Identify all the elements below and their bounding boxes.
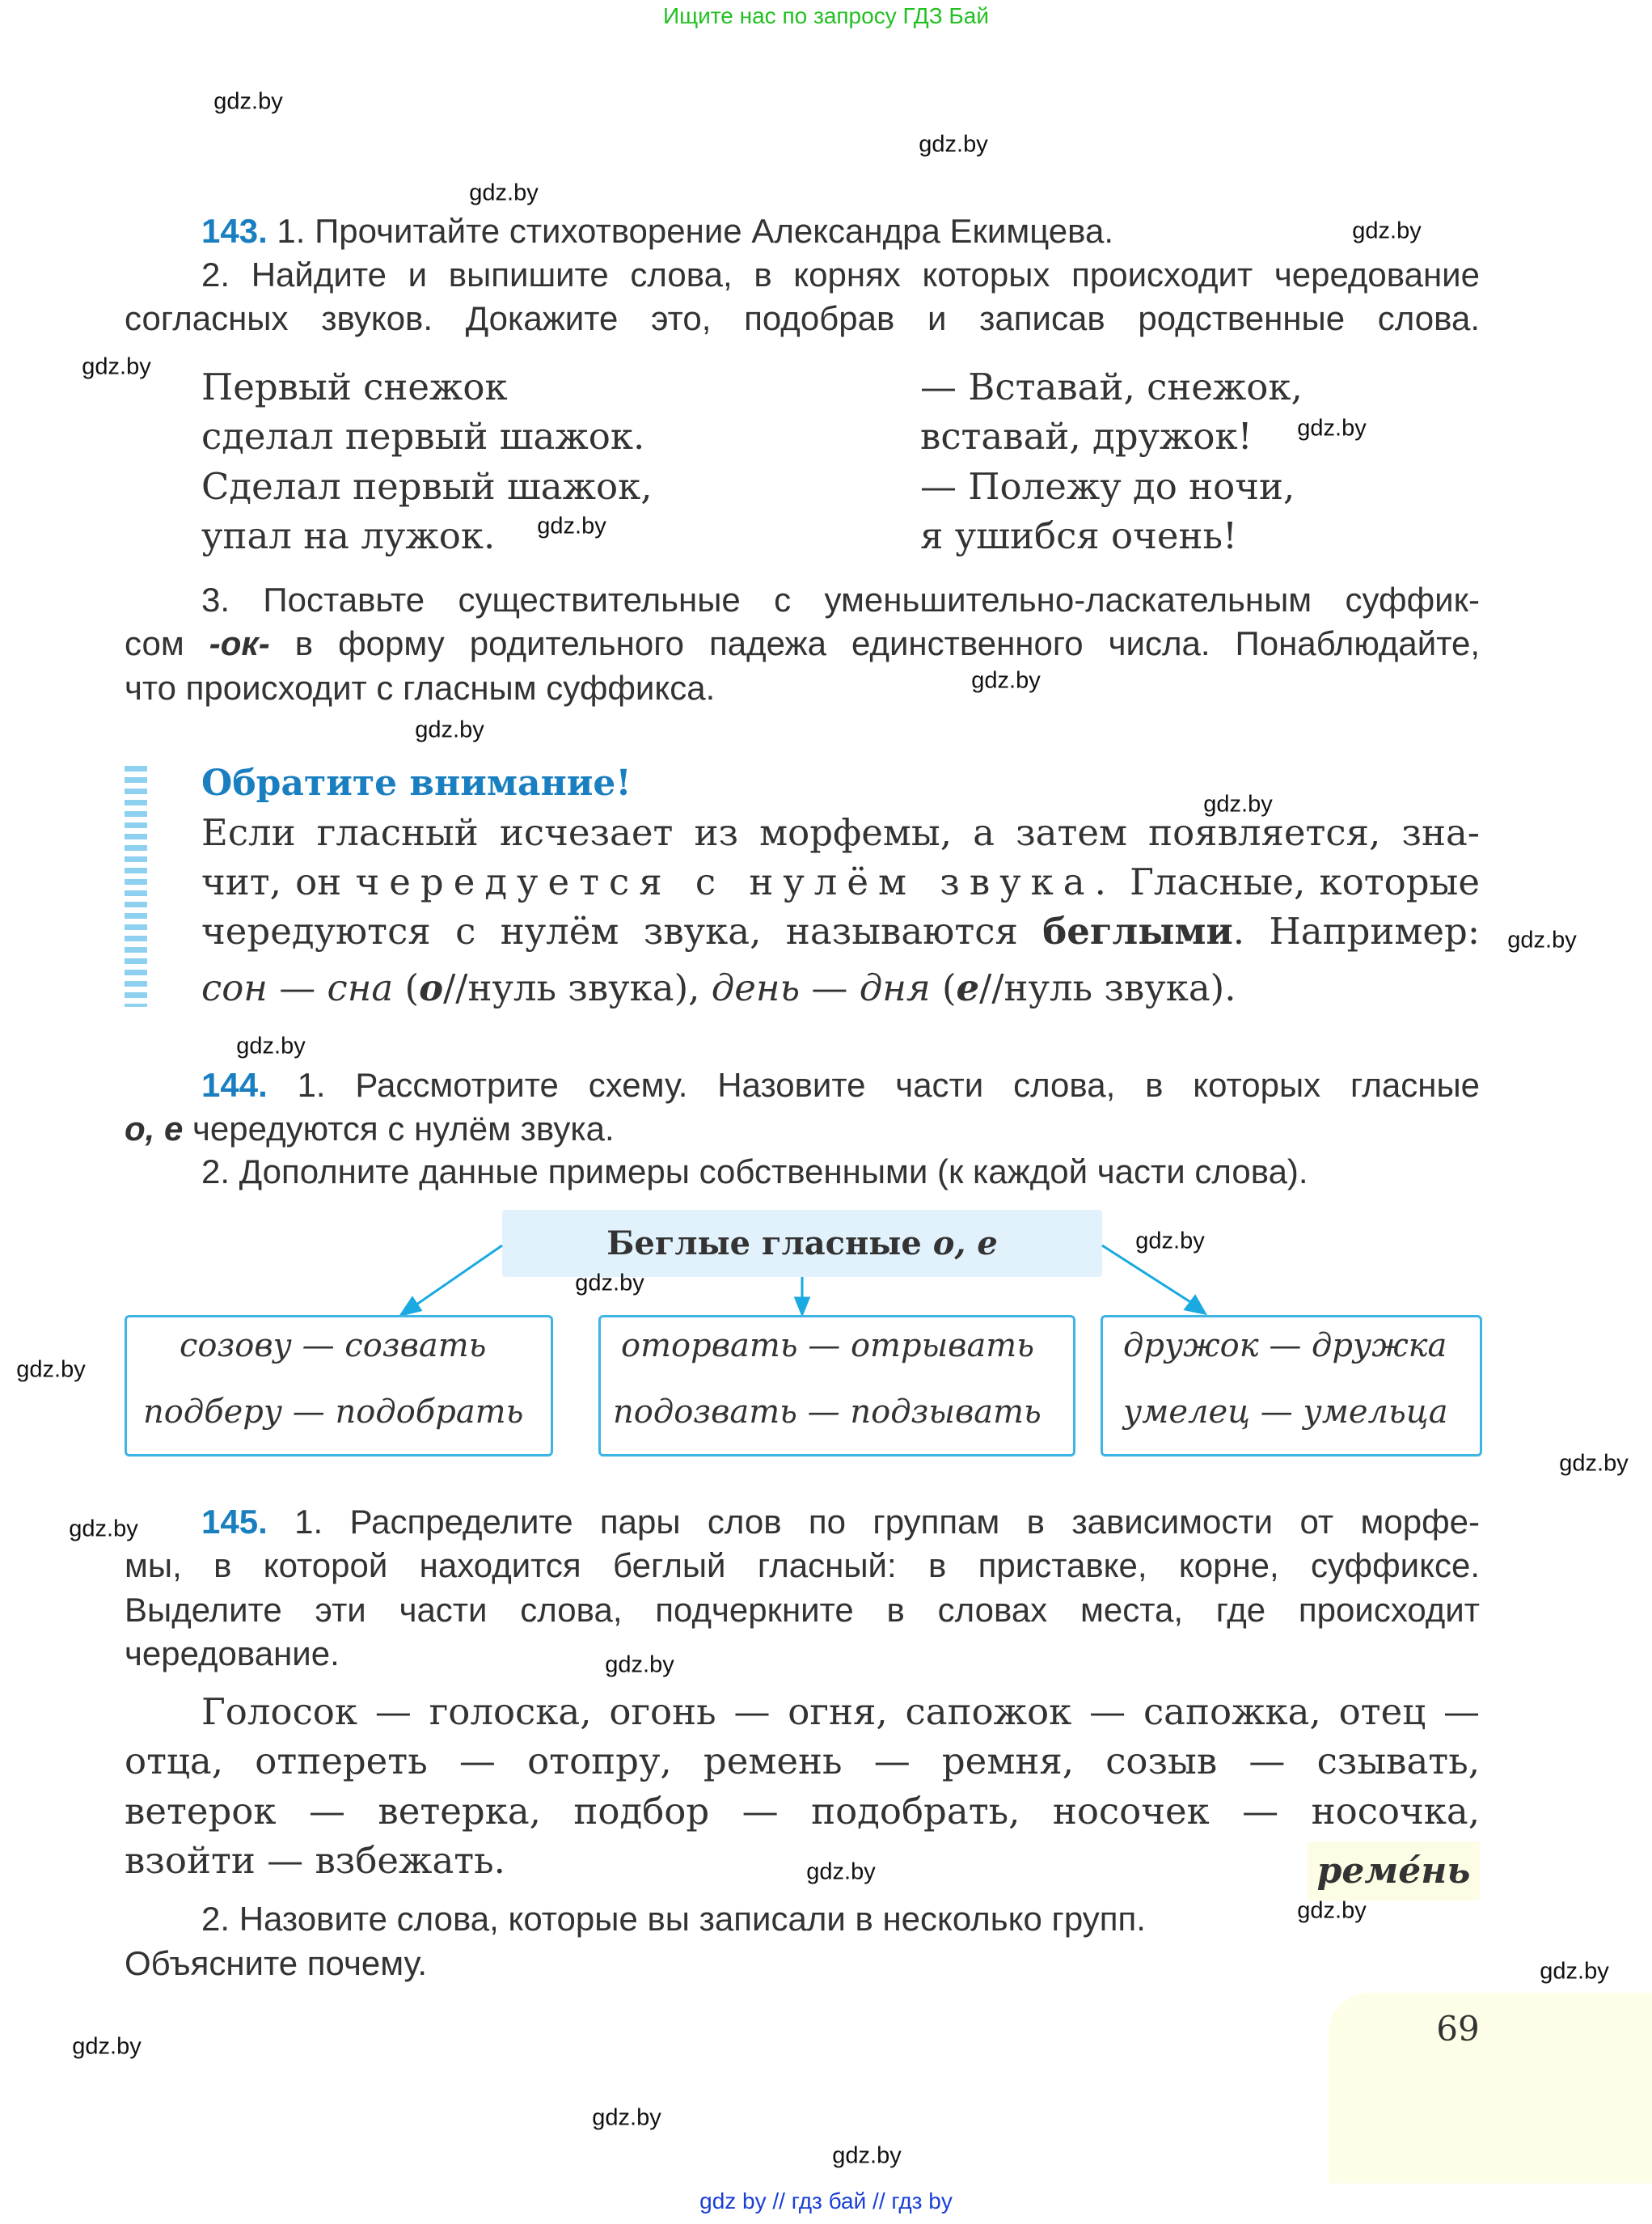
schema-box-suffix xyxy=(1101,1315,1482,1457)
ex145-line4: чередование. xyxy=(125,1634,340,1672)
text: в форму родительного падежа единственного числа. Понаблюдайте, xyxy=(294,624,1481,662)
poem-right-2: вставай, дружок! xyxy=(920,415,1253,458)
watermark: gdz.by xyxy=(806,1858,876,1885)
watermark: gdz.by xyxy=(1203,791,1273,818)
ex143-task3-line3: что происходит с гласным суффикса. xyxy=(125,669,716,707)
watermark: gdz.by xyxy=(575,1270,644,1296)
arrow-left xyxy=(408,1245,502,1310)
words-line3: ветерок — ветерка, подбор — подобрать, носочек — носочка, xyxy=(125,1790,1480,1833)
watermark: gdz.by xyxy=(16,1356,86,1383)
arrow-left-head xyxy=(401,1298,420,1315)
watermark: gdz.by xyxy=(213,88,283,115)
example-word: день xyxy=(711,966,801,1009)
watermark: gdz.by xyxy=(832,2142,902,2169)
text: //нуль звука), xyxy=(443,966,712,1009)
example-word: дня xyxy=(859,966,931,1009)
dash: — xyxy=(800,966,860,1009)
vowel: е xyxy=(956,966,980,1009)
schema-box-root xyxy=(598,1315,1075,1457)
text: ( xyxy=(393,966,420,1009)
example-row: подозвать — подзывать xyxy=(613,1393,1041,1431)
vowel: о xyxy=(419,966,444,1009)
text: сом xyxy=(125,624,184,662)
poem-left-1: Первый снежок xyxy=(201,366,508,408)
poem-right-4: я ушибся очень! xyxy=(920,514,1238,557)
text: чередуются с нулём звука, называются xyxy=(201,910,1018,953)
header-banner[interactable]: Ищите нас по запросу ГДЗ Бай xyxy=(662,3,990,28)
ex145-line2: мы, в которой находится беглый гласный: в приставке, корне, суффиксе. xyxy=(125,1546,1480,1584)
watermark: gdz.by xyxy=(1135,1228,1205,1254)
poem-right-1: — Вставай, снежок, xyxy=(920,366,1303,408)
ex145-task2-line1: 2. Назовите слова, которые вы записали в несколько групп. xyxy=(201,1900,1146,1938)
dash: — xyxy=(267,966,327,1009)
watermark: gdz.by xyxy=(469,180,539,206)
watermark: gdz.by xyxy=(1297,415,1367,442)
ex143-line3: согласных звуков. Докажите это, подобрав и записав родственные слова. xyxy=(125,299,1480,337)
watermark: gdz.by xyxy=(537,513,606,539)
watermark: gdz.by xyxy=(1507,927,1577,953)
exercise-number: 145. xyxy=(201,1503,268,1541)
text: Гласные, которые xyxy=(1130,860,1480,903)
text: чит, он xyxy=(201,860,342,903)
watermark: gdz.by xyxy=(971,667,1041,694)
term-beglymi: беглыми xyxy=(1042,910,1233,953)
example-row: созову — созвать xyxy=(180,1327,487,1364)
watermark: gdz.by xyxy=(1559,1450,1629,1477)
example-row: дружок — дружка xyxy=(1123,1327,1447,1364)
exercise-number: 143. xyxy=(201,212,268,250)
notice-title-text: Обратите внимание! xyxy=(201,763,632,804)
ex143-task3-line1: 3. Поставьте существительные с уменьшительно-ласкательным суффик- xyxy=(201,581,1480,619)
schema-title-text: Беглые гласные xyxy=(606,1224,922,1262)
vowels: о, е xyxy=(125,1110,184,1148)
ex145-task2-line2: Объясните почему. xyxy=(125,1944,428,1982)
footer-banner[interactable]: gdz by // гдз бай // гдз by xyxy=(699,2188,953,2213)
arrow-middle-head xyxy=(796,1298,809,1314)
watermark: gdz.by xyxy=(415,717,484,743)
example-row: умелец — умельца xyxy=(1123,1393,1448,1431)
watermark: gdz.by xyxy=(919,131,988,158)
text: ( xyxy=(930,966,957,1009)
notice-line1: Если гласный исчезает из морфемы, а затем появляется, зна- xyxy=(201,811,1480,854)
ex143-line2: 2. Найдите и выпишите слова, в корнях которых происходит чередование xyxy=(201,256,1480,294)
example-row: оторвать — отрывать xyxy=(621,1327,1034,1364)
watermark: gdz.by xyxy=(69,1516,138,1542)
watermark: gdz.by xyxy=(72,2033,142,2060)
page-number: 69 xyxy=(1436,2009,1480,2049)
text: чередуются с нулём звука. xyxy=(192,1110,615,1148)
poem-left-2: сделал первый шажок. xyxy=(201,415,645,458)
poem-left-3: Сделал первый шажок, xyxy=(201,465,653,508)
words-line1: Голосок — голоска, огонь — огня, сапожок — сапожка, отец — xyxy=(201,1690,1480,1733)
watermark: gdz.by xyxy=(82,353,151,380)
example-word: сон xyxy=(201,966,268,1009)
text: . Например: xyxy=(1232,910,1480,953)
stress-note: реме́нь xyxy=(1308,1841,1480,1901)
page-number-box xyxy=(1329,1993,1652,2184)
ex145-line1 xyxy=(201,1500,1480,1544)
watermark: gdz.by xyxy=(1540,1958,1609,1985)
schema-box-prefix xyxy=(125,1315,553,1457)
watermark: gdz.by xyxy=(592,2104,661,2131)
ex144-line3: 2. Дополните данные примеры собственными (к каждой части слова). xyxy=(201,1152,1308,1190)
watermark: gdz.by xyxy=(236,1033,306,1059)
exercise-number: 144. xyxy=(201,1066,268,1104)
ex145-line3: Выделите эти части слова, подчеркните в словах места, где происходит xyxy=(125,1591,1480,1629)
schema-letters: о, е xyxy=(932,1224,998,1262)
example-word: сна xyxy=(327,966,394,1009)
poem-right-3: — Полежу до ночи, xyxy=(920,465,1295,508)
text: //нуль звука). xyxy=(979,966,1236,1009)
task-text: 1. Прочитайте стихотворение Александра Екимцева. xyxy=(277,212,1114,250)
suffix-ok: -ок- xyxy=(209,624,270,662)
watermark: gdz.by xyxy=(1297,1897,1367,1924)
watermark: gdz.by xyxy=(605,1651,674,1678)
arrow-right-head xyxy=(1185,1296,1205,1313)
watermark: gdz.by xyxy=(1352,218,1422,244)
task-text: 1. Рассмотрите схему. Назовите части слова, в которых гласные xyxy=(297,1066,1480,1104)
example-row: подберу — подобрать xyxy=(143,1393,524,1431)
poem-left-4: упал на лужок. xyxy=(201,514,496,557)
task-text: 1. Распределите пары слов по группам в зависимости от морфе- xyxy=(294,1503,1480,1541)
spaced-text: чередуется с нулём звука. xyxy=(355,860,1116,903)
words-line2: отца, отпереть — отопру, ремень — ремня, созыв — сзывать, xyxy=(125,1740,1480,1782)
words-line4: взойти — взбежать. xyxy=(125,1839,505,1882)
